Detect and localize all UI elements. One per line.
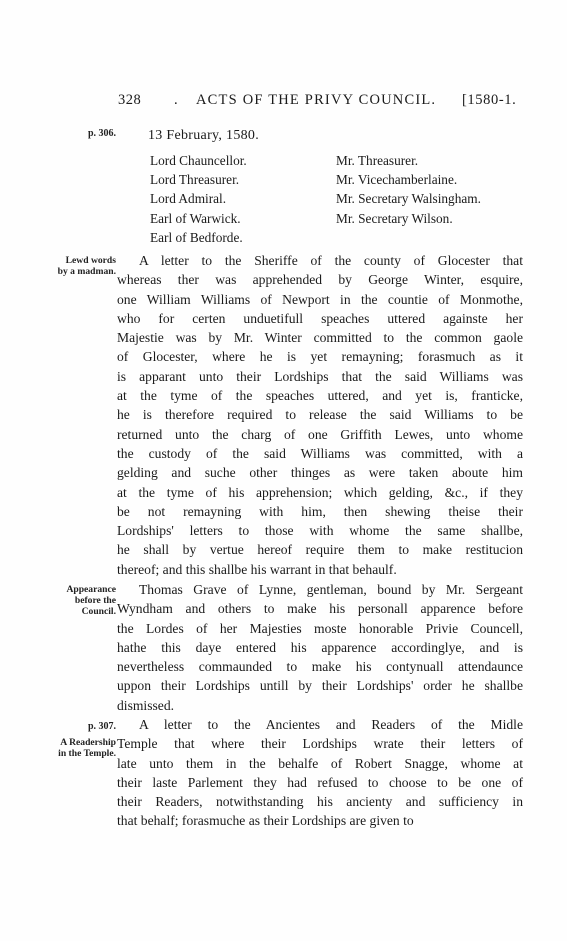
text-line: that behalf; forasmuche as their Lordships are given to bbox=[117, 813, 414, 829]
text-line: Temple that where their Lordships wrate their letters of bbox=[117, 736, 523, 752]
text-line: nevertheless commaunded to make his contynuall attendaunce bbox=[117, 659, 523, 675]
text-line: be not remayning with him, then shewing theise their bbox=[117, 503, 523, 519]
text-line: who for certen unduetifull speaches uttered againste her bbox=[117, 310, 523, 326]
entry-letter-sheriff bbox=[117, 251, 523, 579]
text-line: whereas ther was apprehended by George Winter, esquire, bbox=[117, 272, 523, 288]
attendee: Lord Threasurer. bbox=[150, 172, 240, 188]
attendee: Lord Chauncellor. bbox=[150, 153, 247, 168]
margin-note: Appearance before the Council. bbox=[66, 584, 116, 617]
text-line: Wyndham and others to make his personall apparence before bbox=[117, 601, 523, 617]
page-header bbox=[0, 92, 567, 114]
attendees-left-column bbox=[150, 151, 247, 247]
attendee: Lord Admiral. bbox=[150, 191, 227, 207]
text-line: he is therefore required to release the said Williams to be bbox=[117, 407, 523, 423]
entry-readership bbox=[117, 715, 523, 831]
text-line: A letter to the Ancientes and Readers of the Midle bbox=[139, 717, 523, 732]
text-line: at the tyme of the speaches uttered, and yet is, franticke, bbox=[117, 388, 523, 404]
text-line: at the tyme of his apprehension; which gelding, &c., if they bbox=[117, 484, 523, 500]
text-line: is apparant unto their Lordships that the said Williams was bbox=[117, 368, 523, 384]
entry-appearance bbox=[117, 580, 523, 715]
running-title: ACTS OF THE PRIVY COUNCIL. bbox=[196, 92, 437, 108]
attendee: Mr. Vicechamberlaine. bbox=[336, 172, 458, 188]
text-line: hathe this daye entered his apparence accordinglye, and is bbox=[117, 639, 523, 655]
text-line: the custody of the said Williams was committed, with a bbox=[117, 445, 523, 461]
text-line: their Readers, notwithstanding his ancienty and sufficiency in bbox=[117, 794, 523, 810]
attendee: Earl of Bedforde. bbox=[150, 229, 243, 245]
text-line: late unto them in the behalfe of Robert Snagge, whome at bbox=[117, 755, 523, 771]
attendee: Earl of Warwick. bbox=[150, 210, 241, 226]
margin-note: Lewd words by a madman. bbox=[57, 255, 116, 277]
text-line: uppon their Lordships untill by their Lordships' order he shallbe bbox=[117, 678, 523, 694]
text-line: their laste Parlement they had refused to choose to be one of bbox=[117, 774, 523, 790]
text-line: one William Williams of Newport in the countie of Monmothe, bbox=[117, 291, 523, 307]
margin-note: A Readership in the Temple. bbox=[58, 737, 116, 759]
text-line: Lordships' letters to those with whome the same shallbe, bbox=[117, 523, 523, 539]
page-reference: p. 307. bbox=[87, 721, 116, 732]
attendee: Mr. Secretary Walsingham. bbox=[336, 191, 481, 207]
attendee: Mr. Secretary Wilson. bbox=[336, 210, 453, 226]
text-line: of Glocester, where he is yet remayning; forasmuch as it bbox=[117, 349, 523, 365]
attendees-right-column bbox=[336, 151, 481, 228]
page-number: 328 bbox=[118, 92, 142, 108]
meeting-date: 13 February, 1580. bbox=[148, 128, 260, 143]
text-line: gelding and suche other thinges as were taken aboute him bbox=[117, 465, 523, 481]
text-line: he shall by vertue hereof require them to make restitucion bbox=[117, 542, 523, 558]
text-line: thereof; and this shallbe his warrant in that behaulf. bbox=[117, 561, 397, 577]
text-line: dismissed. bbox=[117, 697, 175, 713]
text-line: Majestie was by Mr. Winter committed to the common gaole bbox=[117, 330, 523, 346]
text-line: returned unto the charg of one Griffith Lewes, unto whome bbox=[117, 426, 523, 442]
text-line: A letter to the Sheriffe of the county of Glocester that bbox=[139, 253, 523, 268]
attendee: Mr. Threasurer. bbox=[336, 153, 419, 168]
text-line: the Lordes of her Majesties moste honorable Privie Councell, bbox=[117, 620, 523, 636]
page-reference: p. 306. bbox=[87, 128, 116, 139]
text-line: Thomas Grave of Lynne, gentleman, bound by Mr. Sergeant bbox=[139, 582, 523, 597]
header-dot: . bbox=[174, 92, 178, 108]
running-year: [1580-1. bbox=[462, 92, 517, 108]
